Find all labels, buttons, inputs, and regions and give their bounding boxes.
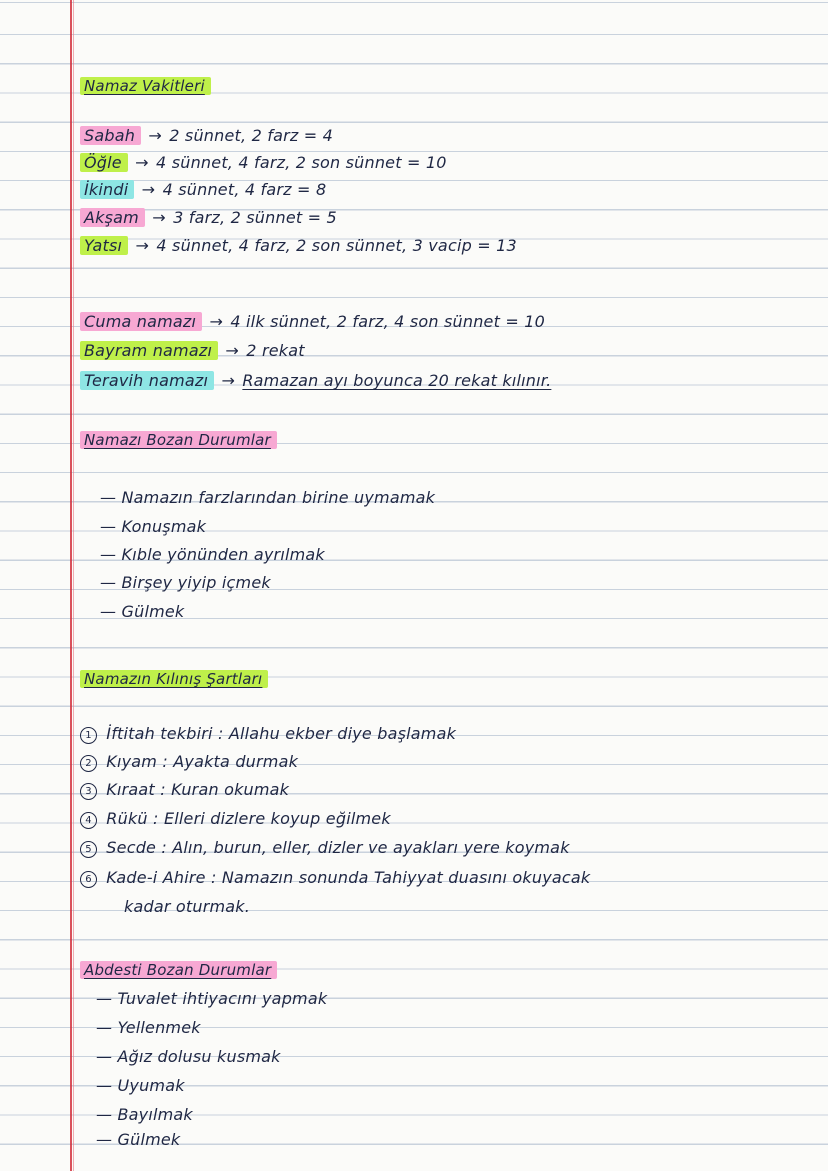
vakit-row xyxy=(80,234,517,258)
bullet-dash: — xyxy=(96,1047,113,1066)
ozel-namaz-label: Teravih namazı xyxy=(80,371,214,390)
sart-item: 1 İftitah tekbiri : Allahu ekber diye başlamak xyxy=(80,722,456,746)
vakit-text: 2 sünnet, 2 farz = 4 xyxy=(169,126,334,145)
sart-label: Kıyam xyxy=(106,752,158,771)
list-item xyxy=(96,1016,201,1040)
arrow-icon: → xyxy=(152,208,166,227)
list-item xyxy=(100,571,271,595)
list-item xyxy=(96,1045,281,1069)
sart-label: Kıraat xyxy=(106,780,155,799)
sart-continuation xyxy=(124,895,250,919)
list-item-text: Tuvalet ihtiyacını yapmak xyxy=(117,989,328,1008)
list-item-text: Namazın farzlarından birine uymamak xyxy=(121,488,436,507)
margin-line xyxy=(70,0,72,1171)
sart-item: 4 Rükü : Elleri dizlere koyup eğilmek xyxy=(80,807,391,831)
sart-label: Rükü xyxy=(106,809,148,828)
sart-label: İftitah tekbiri xyxy=(106,724,213,743)
list-item xyxy=(100,543,325,567)
kilinis-title-line xyxy=(80,667,268,691)
list-item-text: Kıble yönünden ayrılmak xyxy=(121,545,325,564)
sart-text: Ayakta durmak xyxy=(173,752,299,771)
list-item-text: Bayılmak xyxy=(117,1105,193,1124)
list-item-text: Birşey yiyip içmek xyxy=(121,573,271,592)
vakit-label: Akşam xyxy=(80,208,145,227)
sart-item: 2 Kıyam : Ayakta durmak xyxy=(80,750,298,774)
sart-item: 6 Kade-i Ahire : Namazın sonunda Tahiyyat duasını okuyacak xyxy=(80,866,590,890)
vakit-row xyxy=(80,151,447,175)
bullet-dash: — xyxy=(100,517,117,536)
list-item-text: Uyumak xyxy=(117,1076,185,1095)
vakit-label: İkindi xyxy=(80,180,134,199)
list-item xyxy=(96,1103,193,1127)
bullet-dash: — xyxy=(96,1076,113,1095)
vakit-text: 4 sünnet, 4 farz = 8 xyxy=(162,180,327,199)
list-item xyxy=(100,486,435,510)
list-item xyxy=(96,1074,185,1098)
list-item xyxy=(96,987,327,1011)
vakit-row xyxy=(80,178,326,202)
vakit-row xyxy=(80,124,333,148)
bullet-dash: — xyxy=(100,545,117,564)
vakit-text: 3 farz, 2 sünnet = 5 xyxy=(173,208,337,227)
namaz-vakitleri-title: Namaz Vakitleri xyxy=(80,77,211,95)
sart-text: Allahu ekber diye başlamak xyxy=(228,724,457,743)
arrow-icon: → xyxy=(135,153,149,172)
number-circle-icon: 4 xyxy=(80,812,97,829)
ozel-namaz-label: Cuma namazı xyxy=(80,312,202,331)
vakit-row xyxy=(80,206,337,230)
vakit-label: Sabah xyxy=(80,126,141,145)
namazi-bozan-title: Namazı Bozan Durumlar xyxy=(80,431,277,449)
vakit-text: 4 sünnet, 4 farz, 2 son sünnet = 10 xyxy=(156,153,447,172)
sart-text: Namazın sonunda Tahiyyat duasını okuyacak xyxy=(221,868,591,887)
bullet-dash: — xyxy=(100,602,117,621)
bullet-dash: — xyxy=(100,573,117,592)
ozel-namaz-text: Ramazan ayı boyunca 20 rekat kılınır. xyxy=(242,371,552,390)
sart-label: Kade-i Ahire xyxy=(106,868,206,887)
list-item-text: Konuşmak xyxy=(121,517,207,536)
ozel-namaz-text: 2 rekat xyxy=(246,341,305,360)
arrow-icon: → xyxy=(141,180,156,199)
vakit-label: Yatsı xyxy=(80,236,128,255)
list-item-text: Gülmek xyxy=(121,602,185,621)
list-item xyxy=(96,1128,180,1152)
bullet-dash: — xyxy=(96,989,113,1008)
ozel-namaz-label: Bayram namazı xyxy=(80,341,218,360)
bullet-dash: — xyxy=(96,1018,113,1037)
namaz-vakitleri-title-line xyxy=(80,74,211,98)
arrow-icon: → xyxy=(221,371,236,390)
margin-line-inner xyxy=(73,0,74,1171)
list-item-text: Gülmek xyxy=(117,1130,181,1149)
namazi-bozan-title-line xyxy=(80,428,277,452)
kilinis-title: Namazın Kılınış Şartları xyxy=(80,670,268,688)
list-item-text: Ağız dolusu kusmak xyxy=(117,1047,281,1066)
sart-text: Elleri dizlere koyup eğilmek xyxy=(163,809,391,828)
vakit-text: 4 sünnet, 4 farz, 2 son sünnet, 3 vacip = 13 xyxy=(156,236,517,255)
ozel-namaz-row xyxy=(80,310,545,334)
number-circle-icon: 3 xyxy=(80,783,97,800)
ozel-namaz-row xyxy=(80,339,305,363)
number-circle-icon: 6 xyxy=(80,871,97,888)
abdesti-bozan-title-line xyxy=(80,958,277,982)
sart-text: Alın, burun, eller, dizler ve ayakları yere koymak xyxy=(172,838,570,857)
list-item xyxy=(100,515,206,539)
list-item xyxy=(100,600,184,624)
ozel-namaz-text: 4 ilk sünnet, 2 farz, 4 son sünnet = 10 xyxy=(230,312,546,331)
bullet-dash: — xyxy=(96,1130,113,1149)
vakit-label: Öğle xyxy=(80,153,128,172)
abdesti-bozan-title: Abdesti Bozan Durumlar xyxy=(80,961,277,979)
number-circle-icon: 2 xyxy=(80,755,97,772)
number-circle-icon: 1 xyxy=(80,727,97,744)
list-item-text: Yellenmek xyxy=(117,1018,201,1037)
bullet-dash: — xyxy=(100,488,117,507)
sart-continuation-text: kadar oturmak. xyxy=(124,897,251,916)
ozel-namaz-row xyxy=(80,369,551,393)
sart-text: Kuran okumak xyxy=(171,780,290,799)
arrow-icon: → xyxy=(225,341,239,360)
sart-item: 5 Secde : Alın, burun, eller, dizler ve ayakları yere koymak xyxy=(80,836,570,860)
arrow-icon: → xyxy=(209,312,224,331)
number-circle-icon: 5 xyxy=(80,841,97,858)
arrow-icon: → xyxy=(148,126,162,145)
sart-item: 3 Kıraat : Kuran okumak xyxy=(80,778,289,802)
bullet-dash: — xyxy=(96,1105,113,1124)
sart-label: Secde xyxy=(106,838,157,857)
arrow-icon: → xyxy=(135,236,150,255)
